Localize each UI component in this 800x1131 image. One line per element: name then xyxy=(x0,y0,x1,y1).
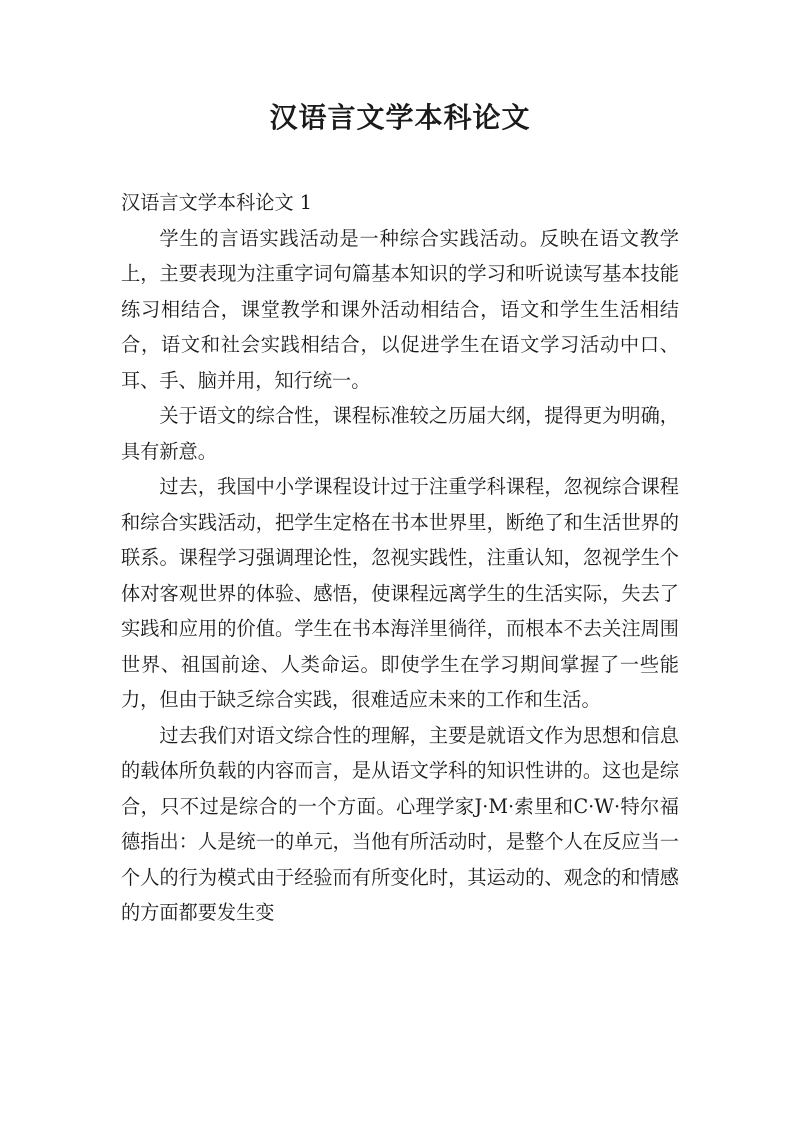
paragraph-2: 关于语文的综合性，课程标准较之历届大纲，提得更为明确，具有新意。 xyxy=(121,404,679,463)
paragraph-4: 过去我们对语文综合性的理解，主要是就语文作为思想和信息的载体所负载的内容而言，是从语文学科的知识性讲的。这也是综合，只不过是综合的一个方面。心理学家J·M·索里和C·W·特尔福德指出：人是统一的单元，当他有所活动时，是整个人在反应当一个人的行为模式由于经验而有所变化时，其运动的、观念的和情感的方面都要发生变 xyxy=(121,723,679,924)
section-heading: 汉语言文学本科论文 1 xyxy=(121,191,312,214)
paragraph-1: 学生的言语实践活动是一种综合实践活动。反映在语文教学上，主要表现为注重字词句篇基本知识的学习和听说读写基本技能练习相结合，课堂教学和课外活动相结合，语文和学生生活相结合，语文和社会实践相结合，以促进学生在语文学习活动中口、耳、手、脑并用，知行统一。 xyxy=(121,226,679,392)
paragraph-3: 过去，我国中小学课程设计过于注重学科课程，忽视综合课程和综合实践活动，把学生定格在书本世界里，断绝了和生活世界的联系。课程学习强调理论性，忽视实践性，注重认知，忽视学生个体对客观世界的体验、感悟，使课程远离学生的生活实际，失去了实践和应用的价值。学生在书本海洋里徜徉，而根本不去关注周围世界、祖国前途、人类命运。即使学生在学习期间掌握了一些能力，但由于缺乏综合实践，很难适应未来的工作和生活。 xyxy=(121,475,679,711)
document-title: 汉语言文学本科论文 xyxy=(269,101,531,134)
document-body xyxy=(121,185,679,931)
